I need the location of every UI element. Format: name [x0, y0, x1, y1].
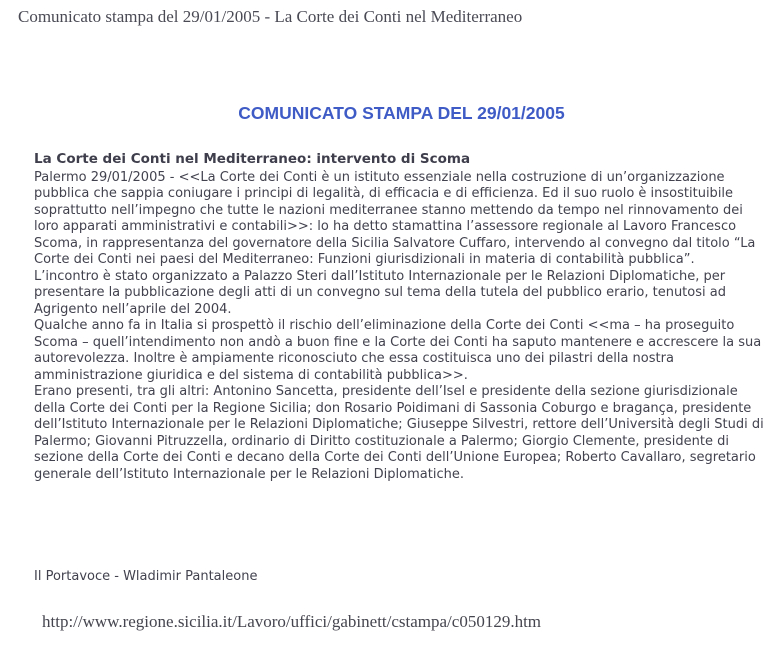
paragraph-history: Qualche anno fa in Italia si prospettò il rischio dell’eliminazione della Corte dei Conti <<ma – ha proseguito Scoma – quell’intendimento non andò a buon fine e la Corte dei Conti ha saputo mantenere e accrescere la sua autorevolezza. Inoltre è ampiamente riconosciuto che essa costituisca uno dei pilastri della nostra amministrazione giuridica e del sistema di contabilità pubblica>>. — [34, 318, 762, 383]
article-body — [34, 151, 764, 483]
signature: Il Portavoce - Wladimir Pantaleone — [34, 569, 258, 584]
source-url[interactable]: http://www.regione.sicilia.it/Lavoro/uffici/gabinett/cstampa/c050129.htm — [42, 612, 542, 631]
paragraph-attendees: Erano presenti, tra gli altri: Antonino Sancetta, presidente dell’Isel e presidente della sezione giurisdizionale della Corte dei Conti per la Regione Sicilia; don Rosario Poidimani di Sassonia Coburgo e bragança, presidente dell’Istituto Internazionale per le Relazioni Diplomatiche; Giuseppe Silvestri, rettore dell’Università degli Studi di Palermo; Giovanni Pitruzzella, ordinario di Diritto costituzionale a Palermo; Giorgio Clemente, presidente di sezione della Corte dei Conti e decano della Corte dei Conti dell’Unione Europea; Roberto Cavallaro, segretario generale dell’Istituto Internazionale per le Relazioni Diplomatiche. — [34, 384, 764, 482]
paragraph-intro: Palermo 29/01/2005 - <<La Corte dei Conti è un istituto essenziale nella costruzione di un’organizzazione pubblica che sappia coniugare i principi di legalità, di efficacia e di efficienza. Ed il suo ruolo è insostituibile soprattutto nell’impegno che tutte le nazioni mediterranee stanno mettendo da tempo nel rinnovamento dei loro apparati amministrativi e contabili>>: lo ha detto stamattina l’assessore regionale al Lavoro Francesco Scoma, in rappresentanza del governatore della Sicilia Salvatore Cuffaro, intervendo al convegno dal titolo “La Corte dei Conti nei paesi del Mediterraneo: Funzioni giurisdizionali in materia di contabilità pubblica”. — [34, 169, 756, 267]
paragraph-event: L’incontro è stato organizzato a Palazzo Steri dall’Istituto Internazionale per le Relazioni Diplomatiche, per presentare la pubblicazione degli atti di un convegno sul tema della tutela del pubblico erario, tenutosi ad Agrigento nell’aprile del 2004. — [34, 268, 726, 317]
article-heading: La Corte dei Conti nel Mediterraneo: intervento di Scoma — [34, 151, 471, 167]
document-title: COMUNICATO STAMPA DEL 29/01/2005 — [238, 103, 565, 123]
page-header: Comunicato stampa del 29/01/2005 - La Corte dei Conti nel Mediterraneo — [18, 7, 523, 26]
